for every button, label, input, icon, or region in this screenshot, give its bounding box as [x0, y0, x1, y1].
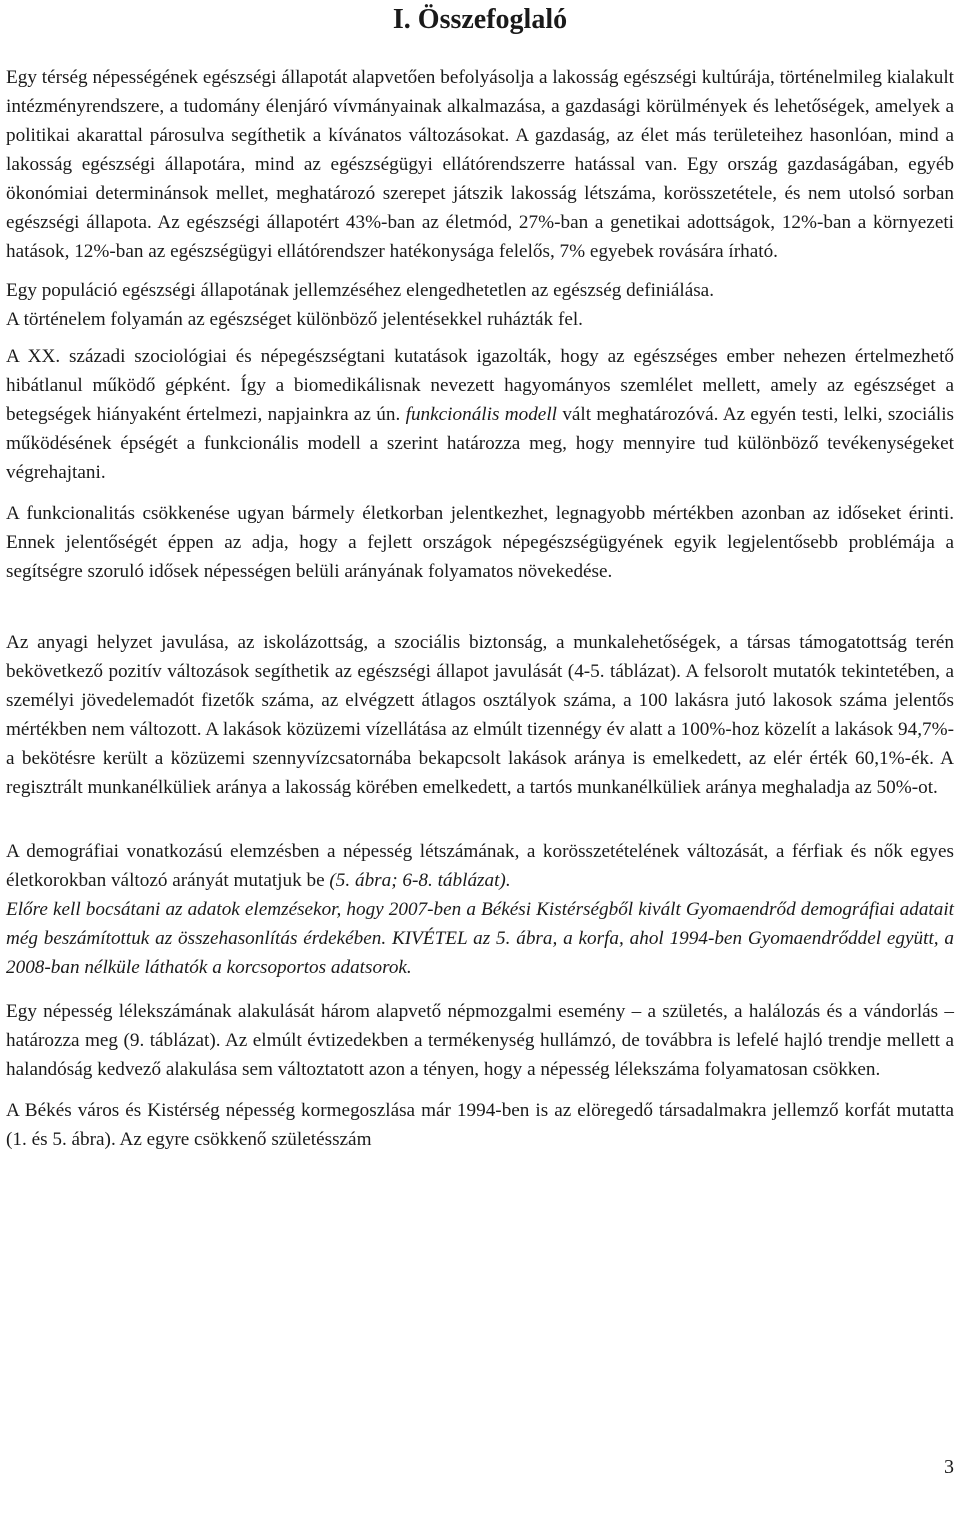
- page-title: I. Összefoglaló: [392, 4, 568, 35]
- page-number: 3: [944, 1456, 954, 1478]
- paragraph-demographic-analysis-text: A demográfiai vonatkozású elemzésben a népesség létszámának, a korösszetételének változását, a férfiak és nők egyes életkorokban változó arányát mutatjuk be: [6, 841, 954, 891]
- paragraph-functional-model: [6, 342, 954, 487]
- paragraph-health-definition-line2: A történelem folyamán az egészséget különböző jelentésekkel ruházták fel.: [6, 309, 583, 330]
- paragraph-health-determinants: Egy térség népességének egészségi állapotát alapvetően befolyásolja a lakosság egészségi kultúrája, történelmileg kialakult intézményrendszere, a tudomány élenjáró vívmányainak alkalmazása, a gazdasági körülmények és lehetőségek, amelyek a politikai akarattal párosulva segíthetik a kívánatos változásokat. A gazdaság, az élet más területeihez hasonlóan, mind a lakosság egészségi állapotára, mind az egészségügyi ellátórendszerre hatással van. Egy ország gazdaságában, egyéb ökonómiai determinánsok mellet, meghatározó szerepet játszik lakosság létszáma, korösszetétele, és nem utolsó sorban egészségi állapota. Az egészségi állapotért 43%-ban az életmód, 27%-ban a genetikai adottságok, 12%-ban a környezeti hatások, 12%-ban az egészségügyi ellátórendszer hatékonysága felelős, 7% egyebek rovására írható.: [6, 67, 954, 262]
- functional-model-term: funkcionális modell: [405, 404, 557, 425]
- paragraph-demographic-analysis: [6, 837, 954, 895]
- paragraph-functional-model-part1: A XX. századi szociológiai és népegészségtani kutatások igazolták, hogy az egészséges ember nehezen értelmezhető hibátlanul működő gépként. Így a biomedikálisnak nevezett hagyományos szemlélet mellett, amely az egészséget a betegségek hiányaként értelmezi, napjainkra az ún.: [6, 346, 954, 425]
- paragraph-population-events: Egy népesség lélekszámának alakulását három alapvető népmozgalmi esemény – a születés, a halálozás és a vándorlás – határozza meg (9. táblázat). Az elmúlt évtizedekben a termékenység hullámzó, de továbbra is lefelé hajló trendje mellett a halandóság kedvező alakulása sem változtatott azon a tényen, hogy a népesség lélekszáma folyamatosan csökken.: [6, 1001, 954, 1080]
- paragraph-health-definition-line1: Egy populáció egészségi állapotának jellemzéséhez elengedhetetlen az egészség definiálása.: [6, 280, 714, 301]
- paragraph-health-definition: [6, 276, 954, 334]
- paragraph-gyomaendrod-note: [6, 895, 954, 982]
- paragraph-age-distribution: A Békés város és Kistérség népesség kormegoszlása már 1994-ben is az elöregedő társadalmakra jellemző korfát mutatta (1. és 5. ábra). Az egyre csökkenő születésszám: [6, 1100, 954, 1150]
- gyomaendrod-note-text: Előre kell bocsátani az adatok elemzésekor, hogy 2007-ben a Békési Kistérségből kivált Gyomaendrőd demográfiai adatait még beszámítottuk az összehasonlítás érdekében. KIVÉTEL az 5. ábra, a korfa, ahol 1994-ben Gyomaendrőddel együtt, a 2008-ban nélküle láthatók a korcsoportos adatsorok.: [6, 899, 954, 978]
- paragraph-functional-model-part2: vált meghatározóvá. Az egyén testi, lelki, szociális működésének épségét a funkcionális modell a szerint határozza meg, hogy mennyire tud különböző tevékenységeket végrehajtani.: [6, 404, 954, 483]
- paragraph-functionality-decline: A funkcionalitás csökkenése ugyan bármely életkorban jelentkezhet, legnagyobb mértékben azonban az időseket érinti. Ennek jelentőségét éppen az adja, hogy a fejlett országok népegészségügyének egyik legjelentősebb problémája a segítségre szoruló idősek népességen belüli arányának folyamatos növekedése.: [6, 503, 954, 582]
- paragraph-social-conditions: Az anyagi helyzet javulása, az iskolázottság, a szociális biztonság, a munkalehetőségek, a társas támogatottság terén bekövetkező pozitív változások segíthetik az egészségi állapot javulását (4-5. táblázat). A felsorolt mutatók tekintetében, a személyi jövedelemadót fizetők száma, az elvégzett átlagos osztályok száma, a 100 lakásra jutó lakosok száma jelentős mértékben nem változott. A lakások közüzemi vízellátása az elmúlt tizennégy év alatt a 100%-hoz közelít a lakások 94,7%-a bekötésre került a közüzemi szennyvízcsatornába bekapcsolt lakások aránya is emelkedett, az elér érték 60,1%-ék. A regisztrált munkanélküliek aránya a lakosság körében emelkedett, a tartós munkanélküliek aránya meghaladja az 50%-ot.: [6, 632, 954, 798]
- figure-table-reference: (5. ábra; 6-8. táblázat).: [329, 870, 511, 891]
- document-body: [6, 63, 954, 1154]
